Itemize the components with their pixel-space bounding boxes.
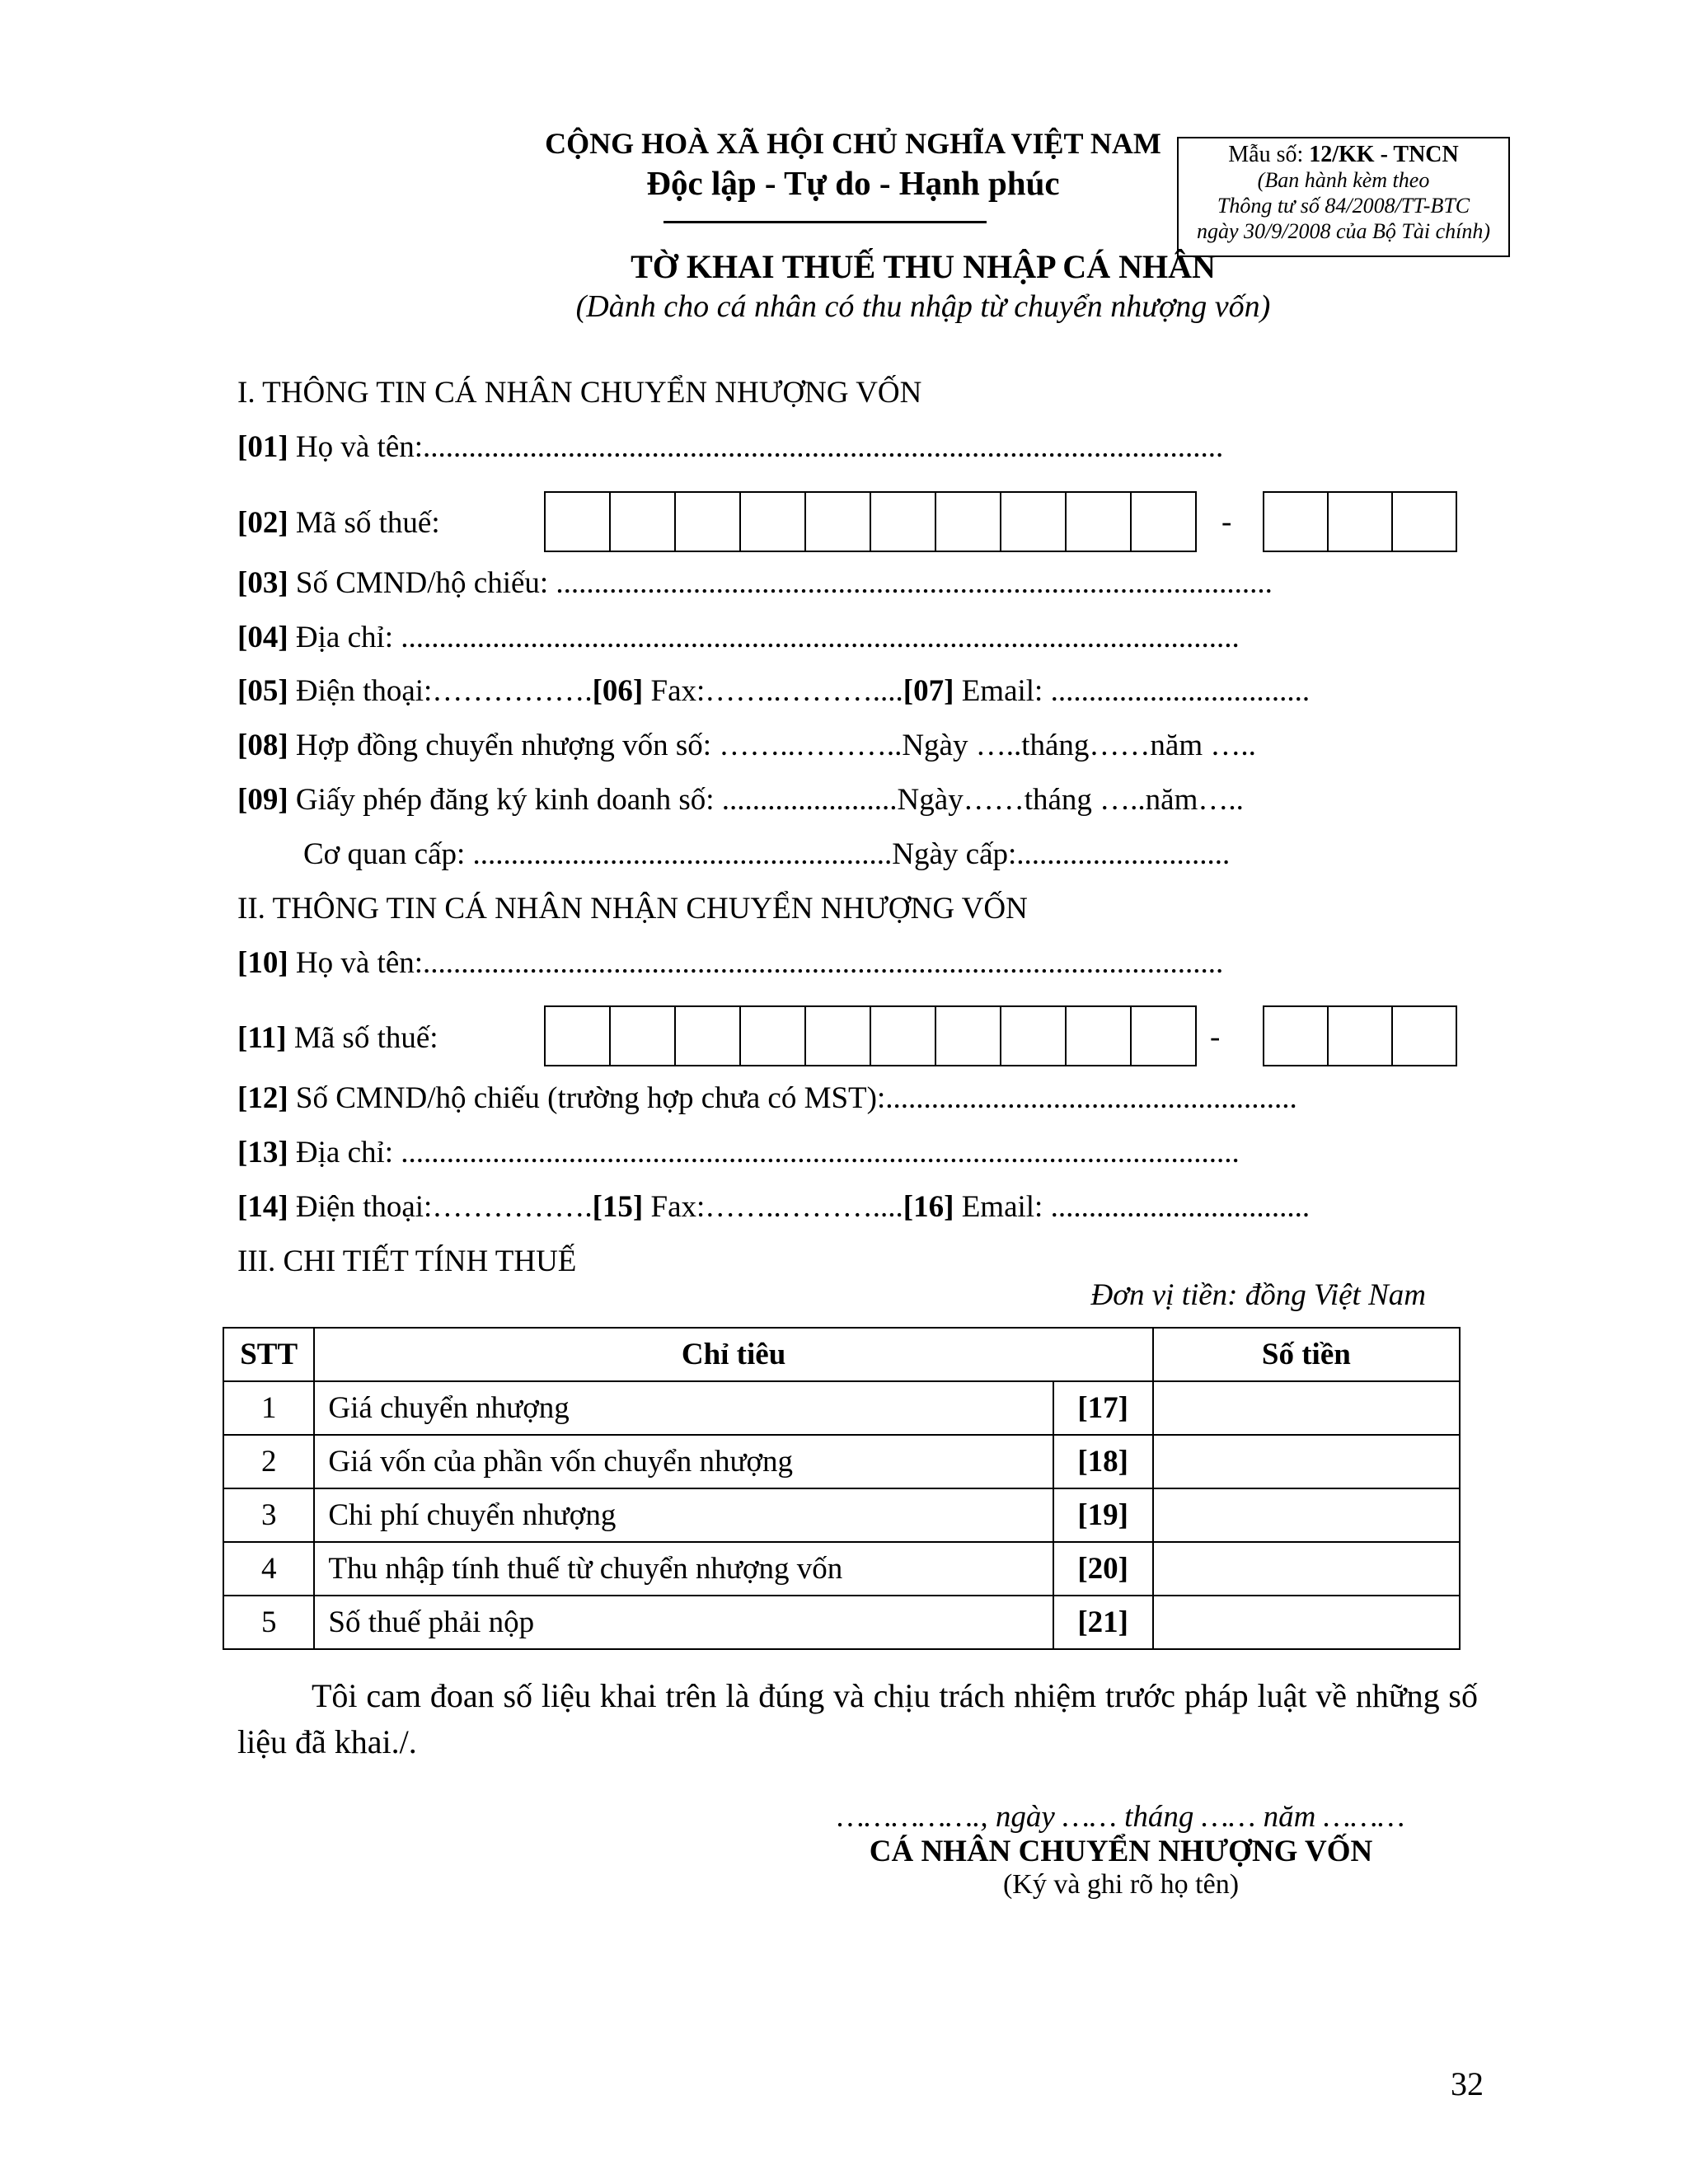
- table-header-row: [223, 1328, 1460, 1381]
- field-code: [08]: [237, 729, 288, 762]
- email-label: Email: ..................................: [954, 1190, 1311, 1224]
- row-item: Thu nhập tính thuế từ chuyển nhượng vốn: [314, 1542, 1053, 1596]
- signature-date-line[interactable]: ……………., ngày …… tháng …… năm ………: [837, 1800, 1405, 1834]
- section-1-heading: I. THÔNG TIN CÁ NHÂN CHUYỂN NHƯỢNG VỐN: [237, 376, 922, 410]
- header-stt: STT: [223, 1328, 314, 1381]
- field-code: [07]: [903, 674, 954, 708]
- tax-calculation-table: [223, 1327, 1461, 1650]
- row-amount-cell[interactable]: [1153, 1381, 1460, 1435]
- field-01-full-name[interactable]: [237, 429, 1223, 466]
- row-code: [18]: [1053, 1435, 1153, 1488]
- table-row: [223, 1381, 1460, 1435]
- field-code: [12]: [237, 1081, 288, 1115]
- form-code-box: [1177, 137, 1510, 257]
- field-code: [05]: [237, 674, 288, 708]
- field-11-tax-code-label: [237, 1019, 438, 1057]
- field-code: [13]: [237, 1136, 288, 1169]
- field-label: Hợp đồng chuyển nhượng vốn số: ……..………..Ngày …..tháng……năm …..: [288, 729, 1256, 762]
- table-row: [223, 1435, 1460, 1488]
- section-2-heading: II. THÔNG TIN CÁ NHÂN NHẬN CHUYỂN NHƯỢNG VỐN: [237, 892, 1028, 926]
- row-stt: 3: [223, 1488, 314, 1542]
- field-14-16-contact[interactable]: [237, 1188, 1310, 1226]
- header-amount: Số tiền: [1153, 1328, 1460, 1381]
- row-stt: 2: [223, 1435, 314, 1488]
- field-code: [10]: [237, 946, 288, 980]
- field-13-address[interactable]: [237, 1134, 1240, 1172]
- field-label: Địa chỉ: ..............................................................................................................: [288, 1136, 1240, 1169]
- field-label: Mã số thuế:: [286, 1021, 438, 1055]
- row-item: Số thuế phải nộp: [314, 1596, 1053, 1649]
- form-title: TỜ KHAI THUẾ THU NHẬP CÁ NHÂN: [631, 248, 1216, 285]
- form-code: 12/KK - TNCN: [1309, 142, 1459, 167]
- form-subtitle: (Dành cho cá nhân có thu nhập từ chuyển nhượng vốn): [575, 289, 1271, 324]
- row-amount-cell[interactable]: [1153, 1435, 1460, 1488]
- nation-name: CỘNG HOÀ XÃ HỘI CHỦ NGHĨA VIỆT NAM: [545, 127, 1161, 160]
- field-label: Số CMND/hộ chiếu: ..............................................................................................: [288, 566, 1273, 600]
- field-04-address[interactable]: [237, 619, 1240, 657]
- row-item: Giá vốn của phần vốn chuyển nhượng: [314, 1435, 1053, 1488]
- field-02-tax-code-label: [237, 504, 440, 542]
- phone-label: Điện thoại:…………….: [288, 1190, 593, 1224]
- tax-code-main-boxes-2[interactable]: [544, 1005, 1197, 1066]
- form-issued-line-3: ngày 30/9/2008 của Bộ Tài chính): [1196, 219, 1490, 243]
- motto-underline: [663, 221, 987, 223]
- row-stt: 5: [223, 1596, 314, 1649]
- field-label: Địa chỉ: ..............................................................................................................: [288, 621, 1240, 654]
- field-code: [06]: [592, 674, 644, 708]
- tax-code-suffix-boxes-1[interactable]: [1263, 491, 1457, 552]
- tax-code-suffix-boxes-2[interactable]: [1263, 1005, 1457, 1066]
- table-row: [223, 1542, 1460, 1596]
- field-code: [15]: [592, 1190, 644, 1224]
- field-code: [03]: [237, 566, 288, 600]
- row-item: Giá chuyển nhượng: [314, 1381, 1053, 1435]
- currency-unit-note: Đơn vị tiền: đồng Việt Nam: [1090, 1278, 1426, 1312]
- row-code: [19]: [1053, 1488, 1153, 1542]
- signer-title: CÁ NHÂN CHUYỂN NHƯỢNG VỐN: [869, 1835, 1373, 1868]
- row-stt: 4: [223, 1542, 314, 1596]
- field-issuing-authority[interactable]: Cơ quan cấp: .......................................................Ngày cấp:............................: [303, 837, 1231, 871]
- row-code: [21]: [1053, 1596, 1153, 1649]
- field-label: Họ và tên:.........................................................................................................: [288, 946, 1224, 980]
- field-09-business-license[interactable]: [237, 781, 1244, 819]
- field-05-07-contact[interactable]: [237, 673, 1310, 710]
- row-amount-cell[interactable]: [1153, 1596, 1460, 1649]
- commitment-statement: [237, 1673, 1478, 1765]
- row-amount-cell[interactable]: [1153, 1488, 1460, 1542]
- form-code-label: Mẫu số:: [1228, 142, 1304, 167]
- fax-label: Fax:……..………....: [643, 674, 903, 708]
- field-code: [02]: [237, 506, 288, 540]
- field-code: [04]: [237, 621, 288, 654]
- national-motto: Độc lập - Tự do - Hạnh phúc: [646, 164, 1060, 202]
- page-number: 32: [1451, 2065, 1484, 2102]
- field-12-id-number[interactable]: [237, 1080, 1297, 1118]
- field-label: Họ và tên:.........................................................................................................: [288, 430, 1224, 464]
- field-code: [11]: [237, 1021, 287, 1055]
- field-code: [01]: [237, 430, 288, 464]
- tax-code-dash: -: [1221, 505, 1232, 539]
- field-03-id-number[interactable]: [237, 565, 1273, 602]
- fax-label: Fax:……..………....: [643, 1190, 903, 1224]
- phone-label: Điện thoại:…………….: [288, 674, 593, 708]
- signature-note: (Ký và ghi rõ họ tên): [1002, 1869, 1240, 1900]
- row-code: [20]: [1053, 1542, 1153, 1596]
- row-amount-cell[interactable]: [1153, 1542, 1460, 1596]
- field-label: Số CMND/hộ chiếu (trường hợp chưa có MST):......................................................: [288, 1081, 1297, 1115]
- table-row: [223, 1488, 1460, 1542]
- section-3-heading: III. CHI TIẾT TÍNH THUẾ: [237, 1244, 577, 1278]
- row-item: Chi phí chuyển nhượng: [314, 1488, 1053, 1542]
- form-issued-line-2: Thông tư số 84/2008/TT-BTC: [1217, 194, 1470, 218]
- table-row: [223, 1596, 1460, 1649]
- tax-code-dash: -: [1210, 1020, 1221, 1054]
- field-code: [09]: [237, 783, 288, 817]
- email-label: Email: ..................................: [954, 674, 1311, 708]
- header-item: Chỉ tiêu: [314, 1328, 1152, 1381]
- field-code: [16]: [903, 1190, 954, 1224]
- field-08-contract[interactable]: [237, 727, 1256, 765]
- field-label: Mã số thuế:: [288, 506, 440, 540]
- row-code: [17]: [1053, 1381, 1153, 1435]
- commitment-text: Tôi cam đoan số liệu khai trên là đúng và chịu trách nhiệm trước pháp luật về những số liệu đã khai./.: [237, 1677, 1478, 1760]
- field-10-full-name[interactable]: [237, 944, 1223, 982]
- form-issued-line-1: (Ban hành kèm theo: [1257, 168, 1430, 192]
- tax-code-main-boxes-1[interactable]: [544, 491, 1197, 552]
- field-label: Giấy phép đăng ký kinh doanh số: .......................Ngày……tháng …..năm…..: [288, 783, 1244, 817]
- row-stt: 1: [223, 1381, 314, 1435]
- field-code: [14]: [237, 1190, 288, 1224]
